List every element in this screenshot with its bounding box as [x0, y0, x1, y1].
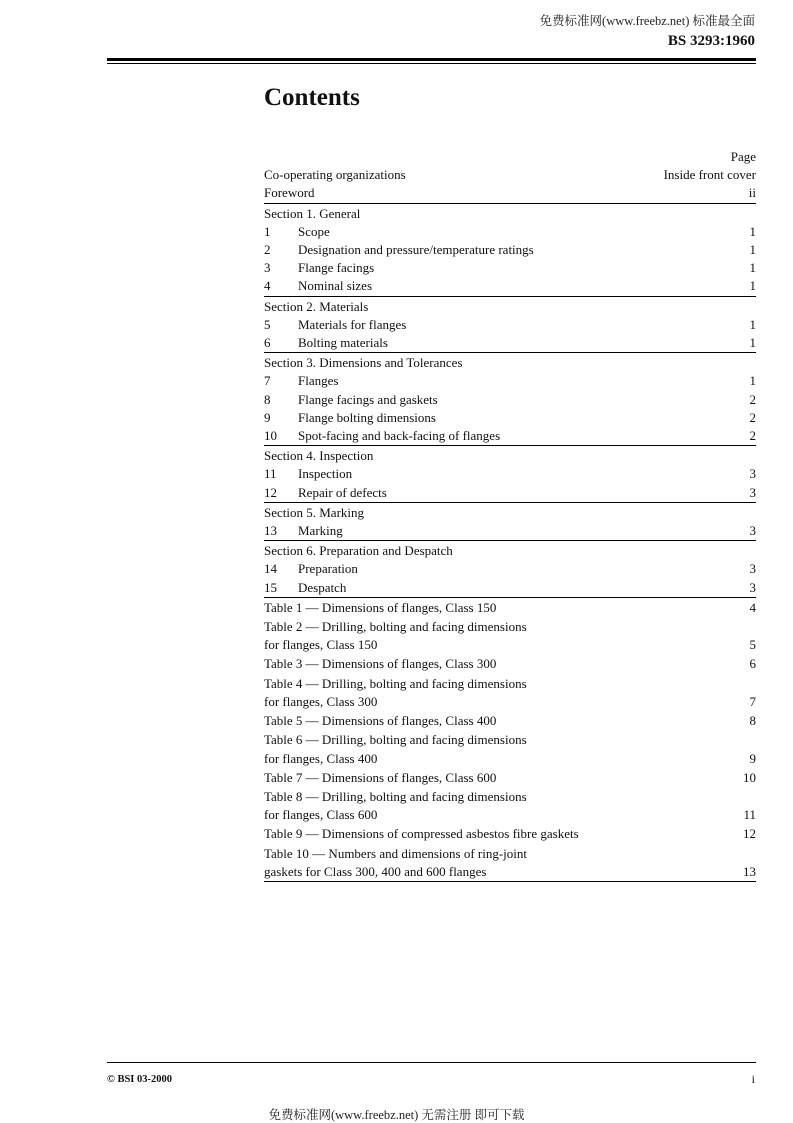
clause-entry — [264, 560, 756, 578]
front-matter-list — [264, 166, 756, 203]
table-entry-line: Table 2 — Drilling, bolting and facing dimensions — [264, 619, 527, 635]
clause-number: 4 — [264, 278, 271, 294]
clause-label-group — [264, 427, 500, 445]
table-entry-line: Table 8 — Drilling, bolting and facing dimensions — [264, 788, 527, 804]
clause-label-group — [264, 560, 358, 578]
clause-page: 1 — [749, 260, 756, 276]
table-entry — [264, 845, 756, 882]
table-entry-line: for flanges, Class 150 — [264, 637, 378, 653]
clause-page: 3 — [749, 579, 756, 595]
clause-entry — [264, 465, 756, 483]
clause-title: Designation and pressure/temperature ratings — [298, 242, 534, 258]
table-entry-line: Table 9 — Dimensions of compressed asbestos fibre gaskets — [264, 826, 579, 842]
clause-entry — [264, 522, 756, 540]
header-watermark: 免费标准网(www.freebz.net) 标准最全面 — [539, 14, 755, 28]
clause-entry — [264, 372, 756, 390]
section-block — [264, 205, 756, 297]
table-entry-page: 13 — [743, 863, 756, 879]
clause-label-group — [264, 334, 388, 352]
table-entry-line: Table 3 — Dimensions of flanges, Class 300 — [264, 656, 497, 672]
clause-number: 14 — [264, 561, 277, 577]
section-block — [264, 354, 756, 446]
clause-title: Despatch — [298, 579, 347, 595]
section-title: Section 1. General — [264, 205, 361, 221]
clause-number: 1 — [264, 223, 271, 239]
clause-label-group — [264, 223, 330, 241]
clause-label-group — [264, 465, 352, 483]
clause-title: Nominal sizes — [298, 278, 373, 294]
clause-title: Bolting materials — [298, 335, 388, 351]
clause-title: Flanges — [298, 373, 339, 389]
clause-title: Spot-facing and back-facing of flanges — [298, 428, 501, 444]
clause-title: Inspection — [298, 466, 353, 482]
clause-page: 3 — [749, 561, 756, 577]
clause-title: Materials for flanges — [298, 316, 407, 332]
table-entry-label — [264, 618, 527, 654]
table-entry-line: for flanges, Class 300 — [264, 693, 378, 709]
clause-entry — [264, 241, 756, 259]
clause-number: 8 — [264, 391, 271, 407]
toc-entry-page: Inside front cover — [663, 167, 756, 183]
footer-watermark: 免费标准网(www.freebz.net) 无需注册 即可下载 — [268, 1108, 525, 1122]
table-entry-line: Table 7 — Dimensions of flanges, Class 600 — [264, 769, 497, 785]
clause-number: 11 — [264, 466, 277, 482]
clause-number: 9 — [264, 409, 271, 425]
table-entry-page: 5 — [749, 637, 756, 653]
standard-number: BS 3293:1960 — [667, 33, 755, 49]
clause-page: 1 — [749, 335, 756, 351]
table-entry-label — [264, 655, 496, 673]
clause-entry — [264, 391, 756, 409]
table-entry — [264, 712, 756, 730]
clause-title: Scope — [298, 223, 330, 239]
clause-label-group — [264, 391, 438, 409]
clause-number: 7 — [264, 373, 271, 389]
table-entry-line: Table 6 — Drilling, bolting and facing dimensions — [264, 732, 527, 748]
table-entry-page: 9 — [749, 750, 756, 766]
table-entry-line: for flanges, Class 400 — [264, 750, 378, 766]
clause-title: Flange facings — [298, 260, 375, 276]
tables-list — [264, 599, 756, 882]
clause-page: 3 — [749, 484, 756, 500]
clause-entry — [264, 316, 756, 334]
table-entry-label — [264, 599, 496, 617]
toc-entry-label: Co-operating organizations — [264, 167, 406, 183]
table-entry-page: 12 — [743, 826, 756, 842]
table-entry-label — [264, 731, 527, 767]
table-entry — [264, 731, 756, 767]
table-entry-page: 11 — [743, 807, 756, 823]
section-title: Section 2. Materials — [264, 298, 369, 314]
clause-page: 3 — [749, 466, 756, 482]
clause-number: 3 — [264, 260, 271, 276]
clause-title: Preparation — [298, 561, 358, 577]
section-title: Section 6. Preparation and Despatch — [264, 543, 453, 559]
table-entry-label — [264, 788, 527, 824]
table-entry-line: Table 5 — Dimensions of flanges, Class 400 — [264, 713, 497, 729]
clause-entry — [264, 334, 756, 352]
clause-entry — [264, 484, 756, 502]
table-entry-page: 7 — [749, 693, 756, 709]
table-entry-page: 8 — [749, 713, 756, 729]
clause-label-group — [264, 522, 343, 540]
clause-entry — [264, 277, 756, 295]
table-entry-label — [264, 769, 496, 787]
table-entry-label — [264, 712, 496, 730]
clause-number: 6 — [264, 335, 271, 351]
clause-page: 2 — [749, 428, 756, 444]
clause-page: 1 — [749, 242, 756, 258]
clause-page: 3 — [749, 523, 756, 539]
clause-label-group — [264, 277, 372, 295]
table-entry — [264, 825, 756, 843]
section-title: Section 3. Dimensions and Tolerances — [264, 355, 463, 371]
clause-label-group — [264, 409, 436, 427]
clause-label-group — [264, 259, 374, 277]
table-entry-line: for flanges, Class 600 — [264, 807, 378, 823]
clause-label-group — [264, 372, 338, 390]
clause-entry — [264, 427, 756, 445]
clause-entry — [264, 409, 756, 427]
clause-page: 1 — [749, 373, 756, 389]
footer-rule — [107, 1062, 756, 1063]
clause-number: 15 — [264, 579, 277, 595]
clause-title: Flange facings and gaskets — [298, 391, 438, 407]
table-entry — [264, 599, 756, 617]
clause-page: 1 — [749, 316, 756, 332]
clause-page: 2 — [749, 409, 756, 425]
clause-label-group — [264, 484, 387, 502]
toc-entry — [264, 166, 756, 184]
clause-number: 13 — [264, 523, 277, 539]
section-title: Section 5. Marking — [264, 504, 365, 520]
section-block — [264, 298, 756, 354]
table-entry-line: Table 4 — Drilling, bolting and facing dimensions — [264, 675, 527, 691]
toc-entry-page: ii — [748, 185, 756, 201]
clause-label-group — [264, 579, 346, 597]
table-entry — [264, 618, 756, 654]
clause-number: 2 — [264, 242, 271, 258]
clause-title: Repair of defects — [298, 484, 387, 500]
clause-number: 5 — [264, 316, 271, 332]
table-entry-line: Table 1 — Dimensions of flanges, Class 150 — [264, 599, 497, 615]
table-entry — [264, 655, 756, 673]
table-of-contents — [264, 148, 756, 882]
page-column-heading-row — [264, 148, 756, 166]
clause-entry — [264, 223, 756, 241]
clause-number: 12 — [264, 484, 277, 500]
toc-entry — [264, 184, 756, 203]
clause-label-group — [264, 241, 534, 259]
section-block — [264, 504, 756, 541]
clause-entry — [264, 579, 756, 597]
table-entry-page: 10 — [743, 769, 756, 785]
page-column-heading: Page — [730, 149, 756, 164]
clause-entry — [264, 259, 756, 277]
table-entry — [264, 675, 756, 711]
table-entry-label — [264, 845, 527, 881]
section-title: Section 4. Inspection — [264, 448, 374, 464]
table-entry-label — [264, 675, 527, 711]
page-title: Contents — [264, 84, 360, 111]
table-entry — [264, 788, 756, 824]
clause-title: Marking — [298, 523, 343, 539]
header-rule-thin — [107, 63, 756, 64]
table-entry-page: 6 — [749, 656, 756, 672]
toc-entry-label: Foreword — [264, 185, 315, 201]
header-rule-thick — [107, 58, 756, 61]
section-block — [264, 542, 756, 598]
table-entry-line: Table 10 — Numbers and dimensions of ring-joint — [264, 845, 528, 861]
page-number: i — [751, 1072, 755, 1086]
section-block — [264, 447, 756, 503]
table-entry-line: gaskets for Class 300, 400 and 600 flanges — [264, 863, 487, 879]
clause-title: Flange bolting dimensions — [298, 409, 436, 425]
table-entry-page: 4 — [749, 599, 756, 615]
clause-number: 10 — [264, 428, 277, 444]
clause-page: 1 — [749, 278, 756, 294]
table-entry-label — [264, 825, 579, 843]
copyright: © BSI 03-2000 — [107, 1074, 173, 1085]
clause-page: 2 — [749, 391, 756, 407]
sections-list — [264, 205, 756, 598]
clause-label-group — [264, 316, 406, 334]
clause-page: 1 — [749, 223, 756, 239]
table-entry — [264, 769, 756, 787]
